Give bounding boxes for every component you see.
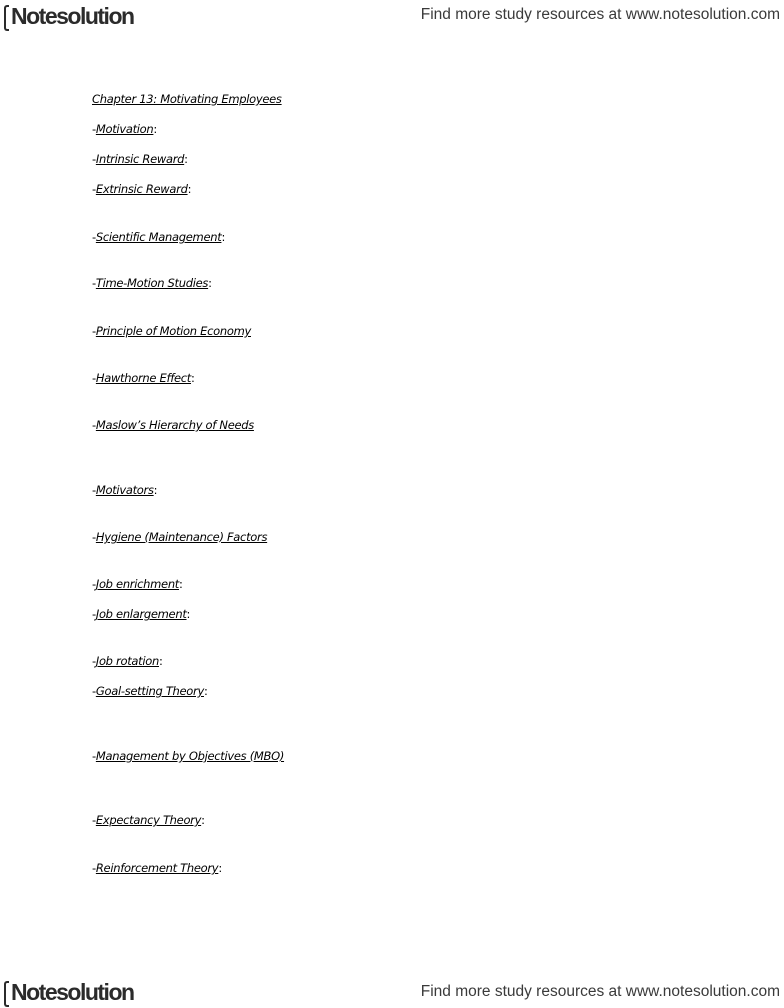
term-label: Job enlargement [95, 607, 187, 621]
term-line: -Principle of Motion Economy [92, 324, 251, 338]
term-label: Hygiene (Maintenance) Factors [95, 530, 268, 544]
notesolution-logo-icon [4, 3, 10, 29]
term-label: Intrinsic Reward [95, 152, 185, 166]
term-label: Extrinsic Reward [95, 182, 188, 196]
term-line: -Goal-setting Theory: [92, 684, 208, 698]
term-label: Motivators [95, 483, 154, 497]
term-label: Management by Objectives (MBO) [95, 749, 285, 763]
term-line: -Job enrichment: [92, 577, 183, 591]
header-tagline: Find more study resources at www.notesolution.com [420, 6, 780, 23]
term-label: Hawthorne Effect [95, 371, 192, 385]
term-label: Principle of Motion Economy [95, 324, 251, 338]
term-label: Scientific Management [95, 230, 222, 244]
term-line: -Maslow’s Hierarchy of Needs [92, 418, 254, 432]
term-line: -Scientific Management: [92, 230, 226, 244]
term-label: Expectancy Theory [95, 813, 202, 827]
term-label: Reinforcement Theory [95, 861, 219, 875]
term-line: -Expectancy Theory: [92, 813, 205, 827]
term-line: -Job rotation: [92, 654, 163, 668]
footer-brand-text: Notesolution [11, 978, 134, 1005]
term-line: -Hygiene (Maintenance) Factors [92, 530, 268, 544]
term-line: -Extrinsic Reward: [92, 182, 192, 196]
term-line: -Management by Objectives (MBO) [92, 749, 285, 763]
term-line: -Motivators: [92, 483, 158, 497]
footer-tagline: Find more study resources at www.notesolution.com [420, 983, 780, 1000]
term-line: -Job enlargement: [92, 607, 191, 621]
term-line: -Intrinsic Reward: [92, 152, 188, 166]
header-brand-text: Notesolution [11, 2, 134, 29]
chapter-title: Chapter 13: Motivating Employees [92, 92, 282, 106]
term-label: Job enrichment [95, 577, 180, 591]
notesolution-logo-icon [4, 979, 10, 1005]
header-logo [4, 1, 134, 31]
term-label: Job rotation [95, 654, 159, 668]
term-line: -Reinforcement Theory: [92, 861, 222, 875]
term-line: -Time-Motion Studies: [92, 276, 212, 290]
term-label: Motivation [95, 122, 154, 136]
term-line: -Hawthorne Effect: [92, 371, 195, 385]
term-label: Time-Motion Studies [95, 276, 209, 290]
footer-logo [4, 977, 134, 1007]
term-label: Goal-setting Theory [95, 684, 204, 698]
term-label: Maslow’s Hierarchy of Needs [95, 418, 254, 432]
term-line: -Motivation: [92, 122, 157, 136]
